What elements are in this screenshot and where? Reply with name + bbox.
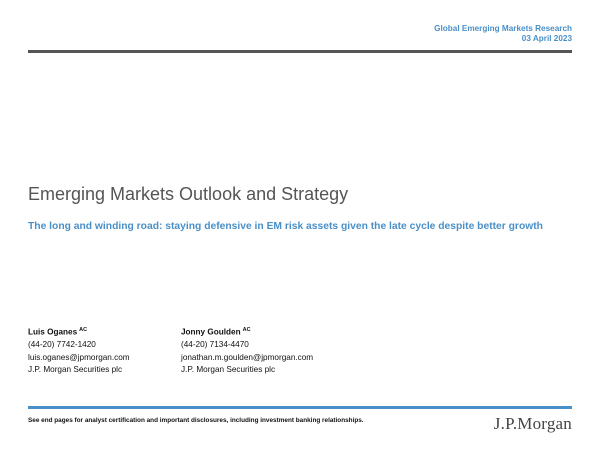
author-name-text: Luis Oganes [28,327,78,337]
author-name-text: Jonny Goulden [181,327,241,337]
author-phone: (44-20) 7742-1420 [28,340,96,350]
author-firm: J.P. Morgan Securities plc [28,365,123,375]
analyst-cert-mark: AC [242,327,251,333]
author-name [28,324,130,339]
header-series: Global Emerging Markets Research [434,24,572,33]
disclosure-note: See end pages for analyst certification and important disclosures, including investment banking relationships. [28,417,364,424]
author-block-1 [28,324,130,377]
bottom-divider [28,406,572,409]
jpmorgan-logo: J.P.Morgan [493,414,572,433]
analyst-cert-mark: AC [79,327,88,333]
author-firm: J.P. Morgan Securities plc [181,365,276,375]
top-divider [28,50,572,53]
report-title: Emerging Markets Outlook and Strategy [28,184,349,204]
author-email[interactable]: jonathan.m.goulden@jpmorgan.com [181,352,314,362]
author-block-2 [181,324,313,377]
author-name [181,324,313,339]
author-phone: (44-20) 7134-4470 [181,340,249,350]
author-email[interactable]: luis.oganes@jpmorgan.com [28,352,130,362]
report-subtitle: The long and winding road: staying defensive in EM risk assets given the late cycle despite better growth [28,221,543,232]
header-date: 03 April 2023 [521,34,572,43]
report-header [434,24,572,44]
